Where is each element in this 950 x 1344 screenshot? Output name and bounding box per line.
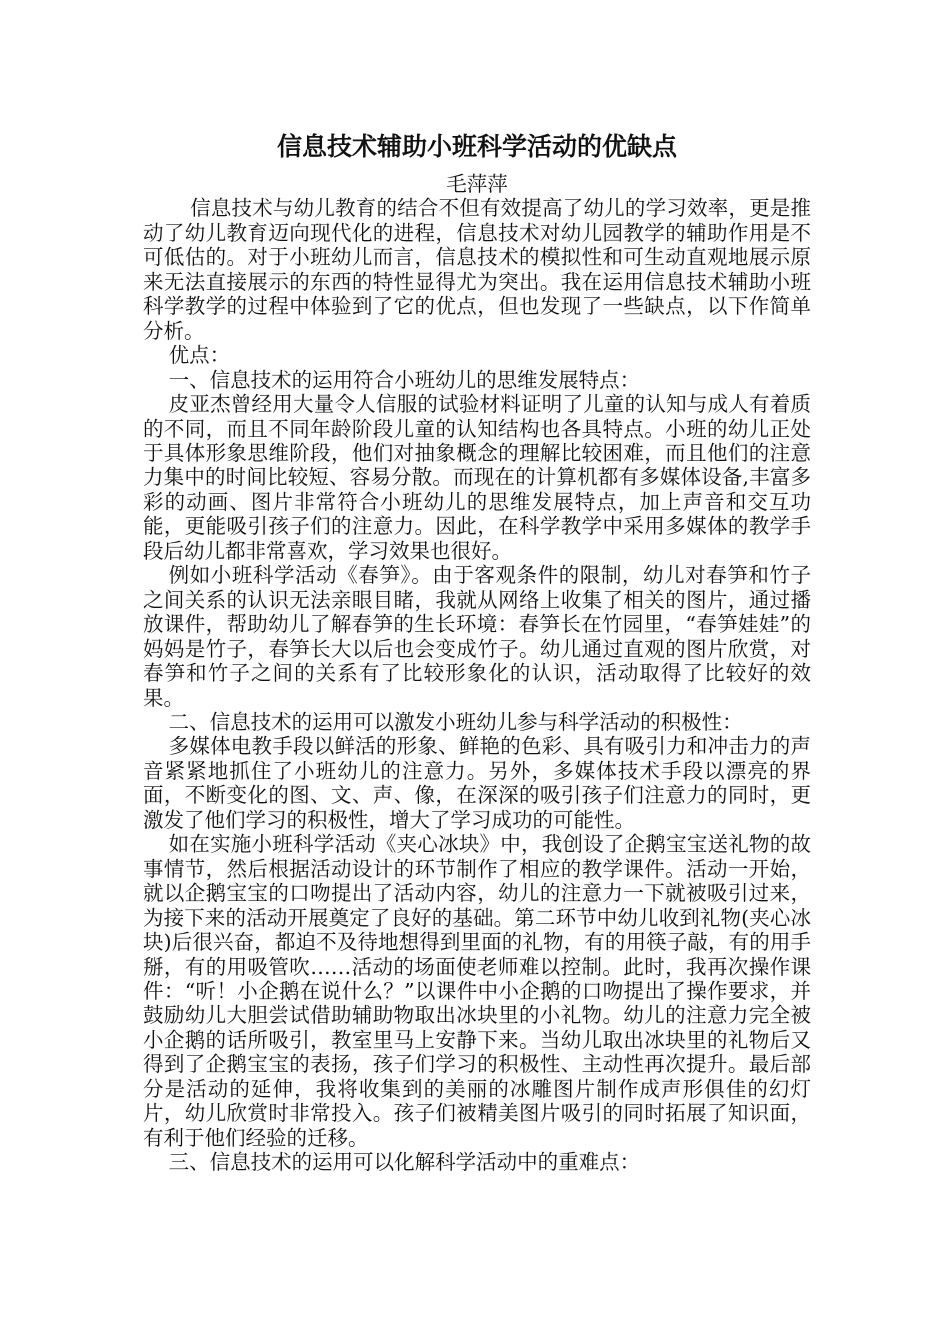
body-paragraph: 例如小班科学活动《春笋》。由于客观条件的限制，幼儿对春笋和竹子之间关系的认识无法亲眼目睹，我就从网络上收集了相关的图片，通过播放课件，帮助幼儿了解春笋的生长环境：春笋长在竹园里，“春笋娃娃”的妈妈是竹子，春笋长大以后也会变成竹子。幼儿通过直观的图片欣赏，对春笋和竹子之间的关系有了比较形象化的认识，活动取得了比较好的效果。 xyxy=(143,563,811,710)
author-name: 毛萍萍 xyxy=(446,172,508,196)
document-body xyxy=(143,130,811,1175)
point-heading-2: 二、信息技术的运用可以激发小班幼儿参与科学活动的积极性： xyxy=(168,709,743,734)
body-paragraph: 如在实施小班科学活动《夹心冰块》中，我创设了企鹅宝宝送礼物的故事情节，然后根据活动设计的环节制作了相应的教学课件。活动一开始，就以企鹅宝宝的口吻提出了活动内容，幼儿的注意力一下就被吸引过来，为接下来的活动开展奠定了良好的基础。第二环节中幼儿收到礼物(夹心冰块)后很兴奋，都迫不及待地想得到里面的礼物，有的用筷子敲，有的用手掰，有的用吸管吹……活动的场面使老师难以控制。此时，我再次操作课件：“听！小企鹅在说什么？”以课件中小企鹅的口吻提出了操作要求，并鼓励幼儿大胆尝试借助辅助物取出冰块里的小礼物。幼儿的注意力完全被小企鹅的话所吸引，教室里马上安静下来。当幼儿取出冰块里的礼物后又得到了企鹅宝宝的表扬，孩子们学习的积极性、主动性再次提升。最后部分是活动的延伸，我将收集到的美丽的冰雕图片制作成声形俱佳的幻灯片，幼儿欣赏时非常投入。孩子们被精美图片吸引的同时拓展了知识面，有利于他们经验的迁移。 xyxy=(143,832,811,1150)
section-heading-advantages: 优点： xyxy=(168,343,231,368)
body-paragraph: 多媒体电教手段以鲜活的形象、鲜艳的色彩、具有吸引力和冲击力的声音紧紧地抓住了小班幼儿的注意力。另外，多媒体技术手段以漂亮的界面，不断变化的图、文、声、像，在深深的吸引孩子们注意力的同时，更激发了他们学习的积极性，增大了学习成功的可能性。 xyxy=(143,734,811,832)
body-paragraph: 皮亚杰曾经用大量令人信服的试验材料证明了儿童的认知与成人有着质的不同，而且不同年龄阶段儿童的认知结构也各具特点。小班的幼儿正处于具体形象思维阶段，他们对抽象概念的理解比较困难，而且他们的注意力集中的时间比较短、容易分散。而现在的计算机都有多媒体设备,丰富多彩的动画、图片非常符合小班幼儿的思维发展特点，加上声音和交互功能，更能吸引孩子们的注意力。因此，在科学教学中采用多媒体的教学手段后幼儿都非常喜欢，学习效果也很好。 xyxy=(143,392,811,563)
intro-paragraph: 信息技术与幼儿教育的结合不但有效提高了幼儿的学习效率，更是推动了幼儿教育迈向现代化的进程，信息技术对幼儿园教学的辅助作用是不可低估的。对于小班幼儿而言，信息技术的模拟性和可生动直观地展示原来无法直接展示的东西的特性显得尤为突出。我在运用信息技术辅助小班科学教学的过程中体验到了它的优点，但也发现了一些缺点，以下作简单分析。 xyxy=(143,196,811,343)
point-heading-1: 一、信息技术的运用符合小班幼儿的思维发展特点： xyxy=(168,367,641,392)
point-heading-3: 三、信息技术的运用可以化解科学活动中的重难点： xyxy=(168,1150,641,1175)
page-title: 信息技术辅助小班科学活动的优缺点 xyxy=(276,132,677,161)
